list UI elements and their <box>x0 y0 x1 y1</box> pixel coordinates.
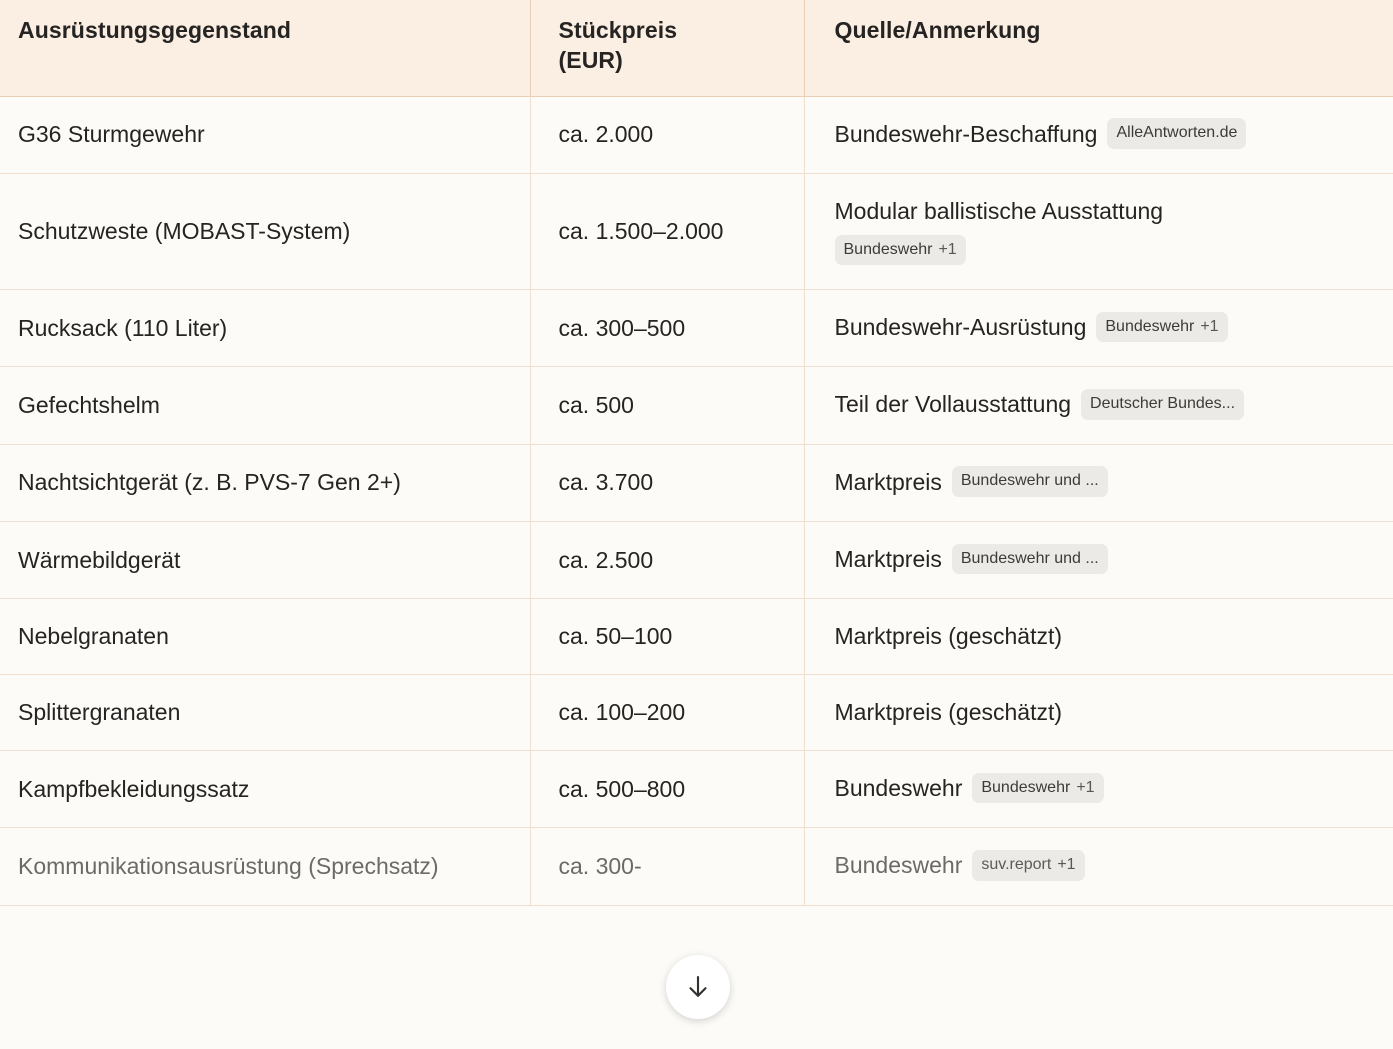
table-row <box>0 599 1393 675</box>
column-header-source: Quelle/Anmerkung <box>804 0 1393 96</box>
cell-price: ca. 1.500–2.000 <box>530 174 804 290</box>
cell-source <box>804 174 1393 290</box>
cell-price: ca. 500 <box>530 367 804 444</box>
cell-price: ca. 100–200 <box>530 675 804 751</box>
cell-source <box>804 828 1393 905</box>
source-text: Bundeswehr <box>834 852 963 879</box>
source-text: Bundeswehr <box>834 775 963 802</box>
cell-source <box>804 751 1393 828</box>
cell-source <box>804 444 1393 521</box>
cell-source <box>804 96 1393 173</box>
source-citation-label: Bundeswehr und ... <box>960 472 1099 490</box>
cell-item: Kampfbekleidungssatz <box>0 751 530 828</box>
cell-item: Nebelgranaten <box>0 599 530 675</box>
source-citation-more-count: +1 <box>938 240 957 258</box>
source-text: Modular ballistische Ausstattung <box>834 198 1164 224</box>
cell-item: Schutzweste (MOBAST-System) <box>0 174 530 290</box>
cell-source <box>804 521 1393 598</box>
source-text: Marktpreis <box>834 545 942 572</box>
source-text: Marktpreis <box>834 468 942 495</box>
cell-source <box>804 290 1393 367</box>
source-citation-label: AlleAntworten.de <box>1116 124 1238 142</box>
column-header-item: Ausrüstungsgegenstand <box>0 0 530 96</box>
source-citation-label: Bundeswehr und ... <box>960 549 1099 567</box>
table-row <box>0 828 1393 905</box>
cell-price: ca. 2.500 <box>530 521 804 598</box>
source-citation-chip[interactable] <box>972 850 1084 881</box>
cell-price: ca. 500–800 <box>530 751 804 828</box>
arrow-down-icon <box>683 972 713 1002</box>
cell-item: Kommunikationsausrüstung (Sprechsatz) <box>0 828 530 905</box>
scroll-down-button[interactable] <box>666 955 730 1019</box>
source-citation-more-count: +1 <box>1076 778 1095 796</box>
table-row <box>0 444 1393 521</box>
source-text: Bundeswehr-Ausrüstung <box>834 314 1087 341</box>
source-text: Marktpreis (geschätzt) <box>834 623 1063 650</box>
source-citation-label: Bundeswehr <box>1105 317 1195 335</box>
cell-item: G36 Sturmgewehr <box>0 96 530 173</box>
source-citation-label: Deutscher Bundes... <box>1090 395 1236 413</box>
cell-price: ca. 300- <box>530 828 804 905</box>
cell-price: ca. 50–100 <box>530 599 804 675</box>
source-citation-label: suv.report <box>981 856 1052 874</box>
column-header-price-line2: (EUR) <box>558 46 623 73</box>
source-text: Bundeswehr-Beschaffung <box>834 120 1098 147</box>
table-row <box>0 675 1393 751</box>
table-row <box>0 521 1393 598</box>
source-citation-label: Bundeswehr <box>981 778 1071 796</box>
table-row <box>0 174 1393 290</box>
table-row <box>0 96 1393 173</box>
source-citation-chip[interactable] <box>1081 389 1244 420</box>
cell-item: Wärmebildgerät <box>0 521 530 598</box>
source-citation-chip[interactable] <box>952 544 1108 575</box>
source-citation-chip[interactable] <box>1107 118 1246 149</box>
cell-price: ca. 2.000 <box>530 96 804 173</box>
table-row <box>0 367 1393 444</box>
source-text: Teil der Vollausstattung <box>834 391 1072 418</box>
source-citation-more-count: +1 <box>1200 317 1219 335</box>
source-citation-label: Bundeswehr <box>843 240 933 258</box>
source-citation-more-count: +1 <box>1057 856 1076 874</box>
source-text: Marktpreis (geschätzt) <box>834 699 1063 726</box>
source-citation-chip[interactable] <box>972 773 1103 804</box>
cell-price: ca. 3.700 <box>530 444 804 521</box>
cell-price: ca. 300–500 <box>530 290 804 367</box>
cell-item: Gefechtshelm <box>0 367 530 444</box>
table-header <box>0 0 1393 96</box>
column-header-price <box>530 0 804 96</box>
column-header-price-line1: Stückpreis <box>558 17 678 43</box>
cell-item: Nachtsichtgerät (z. B. PVS-7 Gen 2+) <box>0 444 530 521</box>
source-citation-chip[interactable] <box>1096 312 1227 343</box>
cell-source <box>804 599 1393 675</box>
source-citation-chip[interactable] <box>952 466 1108 497</box>
source-citation-chip[interactable] <box>835 235 966 266</box>
cell-source <box>804 367 1393 444</box>
cell-item: Rucksack (110 Liter) <box>0 290 530 367</box>
table-body <box>0 96 1393 905</box>
table-header-row <box>0 0 1393 96</box>
cell-item: Splittergranaten <box>0 675 530 751</box>
table-row <box>0 290 1393 367</box>
table-row <box>0 751 1393 828</box>
cell-source <box>804 675 1393 751</box>
